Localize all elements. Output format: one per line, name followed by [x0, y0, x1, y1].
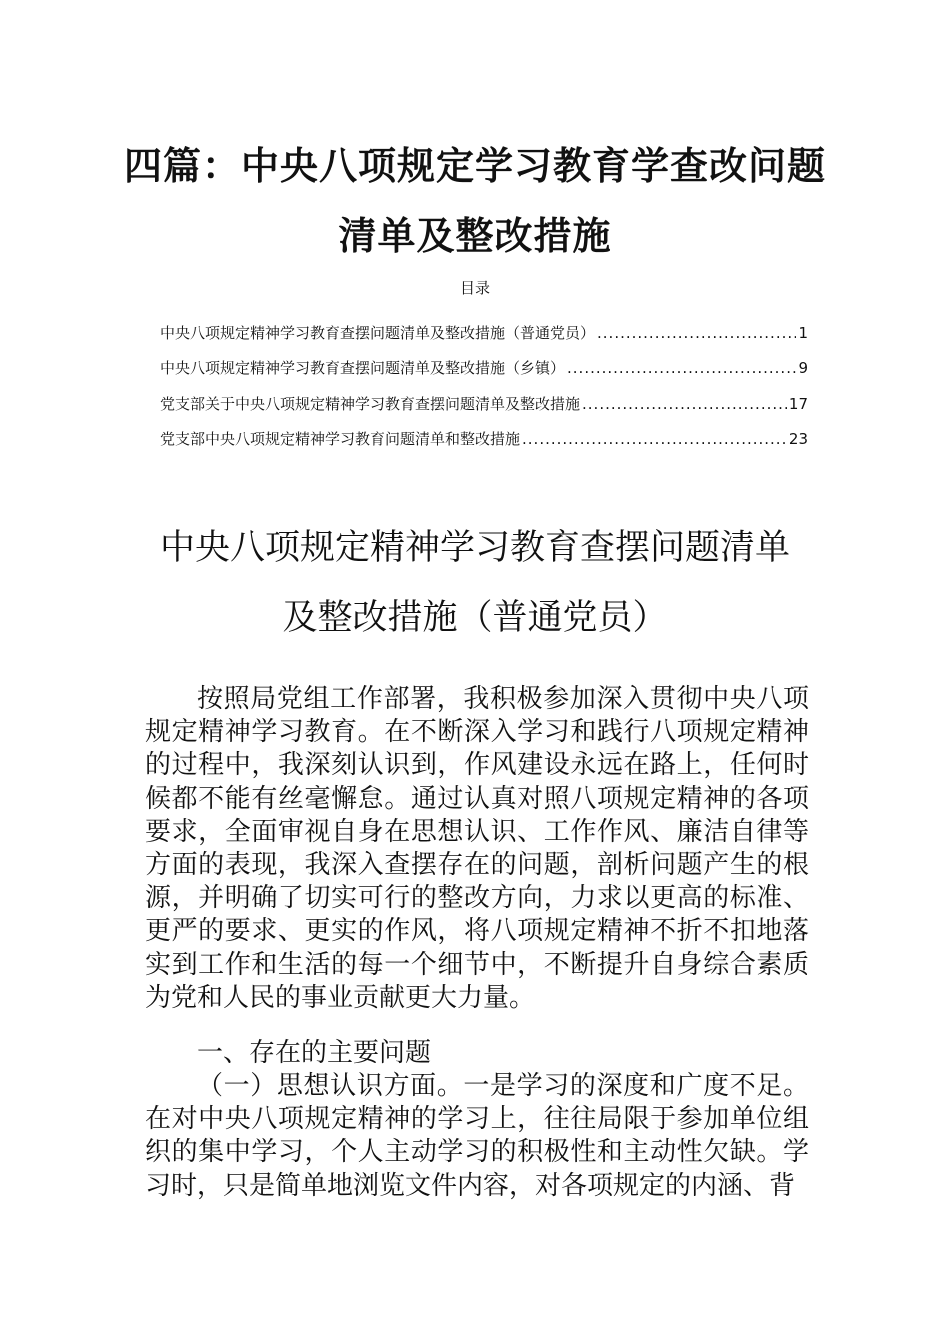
toc-entry-text: 党支部关于中央八项规定精神学习教育查摆问题清单及整改措施: [160, 394, 581, 413]
toc-entry-text: 中央八项规定精神学习教育查摆问题清单及整改措施（普通党员）: [160, 323, 596, 342]
toc-entry-page: 9: [798, 359, 808, 377]
toc-entry[interactable]: [160, 308, 808, 344]
toc-entry-text: 党支部中央八项规定精神学习教育问题清单和整改措施: [160, 430, 521, 448]
section-heading-problems: 一、存在的主要问题: [197, 1038, 432, 1068]
toc-heading: 目录: [459, 279, 490, 297]
toc-entry[interactable]: [160, 344, 808, 380]
section-title-line-2: 及整改措施（普通党员）: [282, 598, 668, 638]
toc-entry-page: 1: [798, 323, 808, 342]
document-title-line-1: 四篇：中央八项规定学习教育学查改问题: [123, 144, 826, 188]
section-title-line-1: 中央八项规定精神学习教育查摆问题清单: [159, 528, 790, 568]
table-of-contents: [160, 308, 808, 450]
intro-paragraph: 按照局党组工作部署，我积极参加深入贯彻中央八项规定精神学习教育。在不断深入学习和践行八项规定精神的过程中，我深刻认识到，作风建设永远在路上，任何时候都不能有丝毫懈怠。通过认真对照八项规定精神的各项要求，全面审视自身在思想认识、工作作风、廉洁自律等方面的表现，我深入查摆存在的问题，剖析问题产生的根源，并明确了切实可行的整改方向，力求以更高的标准、更严的要求、更实的作风，将八项规定精神不折不扣地落实到工作和生活的每一个细节中，不断提升自身综合素质为党和人民的事业贡献更大力量。: [145, 684, 809, 1013]
document-title-line-2: 清单及整改措施: [338, 214, 612, 258]
toc-leader-dots: [522, 428, 787, 450]
toc-entry-page: 17: [788, 394, 808, 413]
toc-leader-dots: [567, 357, 796, 379]
toc-entry-text: 中央八项规定精神学习教育查摆问题清单及整改措施（乡镇）: [160, 359, 566, 377]
problems-paragraph: （一）思想认识方面。一是学习的深度和广度不足。在对中央八项规定精神的学习上，往往局限于参加单位组织的集中学习，个人主动学习的积极性和主动性欠缺。学习时，只是简单地浏览文件内容，对各项规定的内涵、背: [145, 1071, 809, 1201]
toc-leader-dots: [597, 322, 796, 344]
toc-entry-page: 23: [788, 430, 808, 448]
toc-entry[interactable]: [160, 415, 808, 451]
toc-leader-dots: [582, 393, 787, 415]
toc-entry[interactable]: [160, 379, 808, 415]
